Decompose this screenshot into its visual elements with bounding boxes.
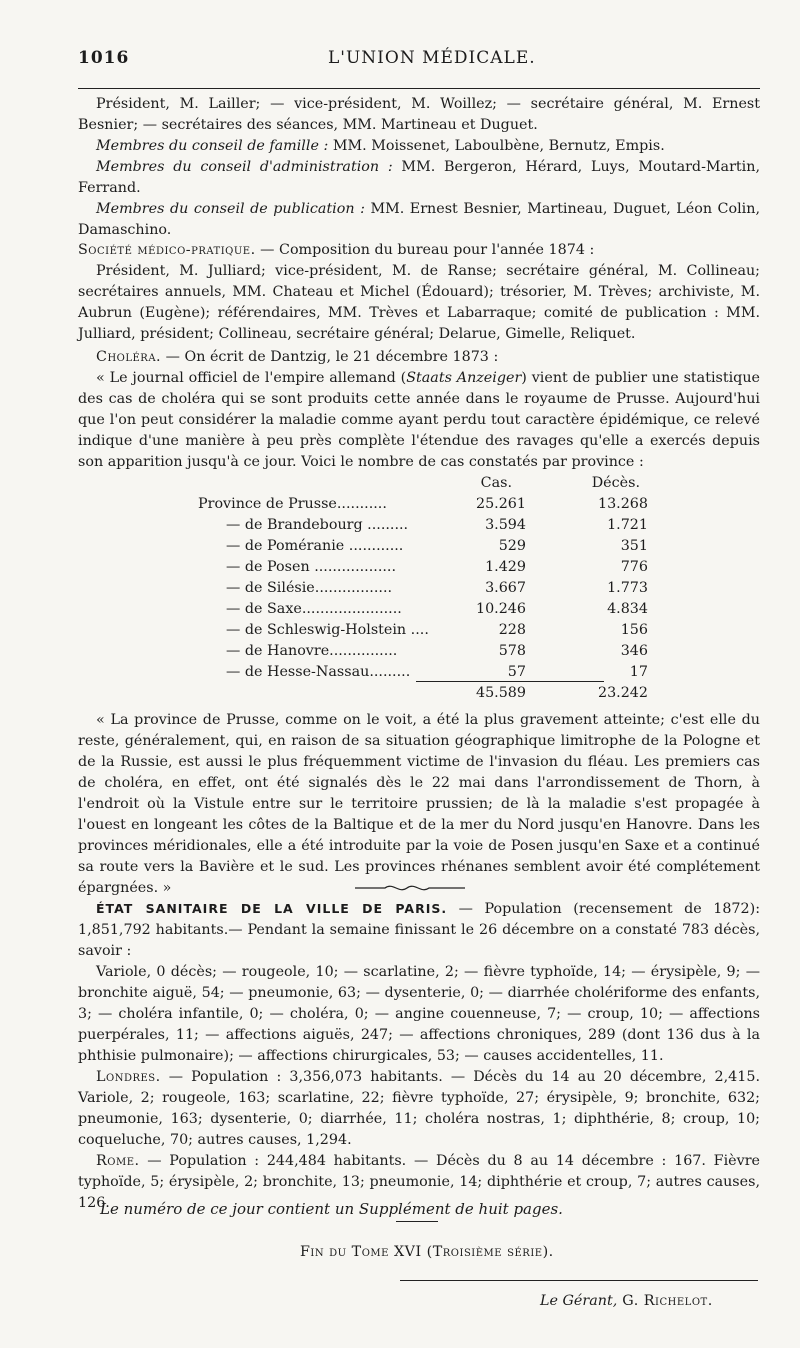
- etat-sanitaire-details: Variole, 0 décès; — rougeole, 10; — scarlatine, 2; — fièvre typhoïde, 14; — érysipèle, 9; — bronchite aiguë, 54; — pneumonie, 63; — dysenterie, 0; — diarrhée cholériforme des enfants, 3; — choléra infantile, 0; — choléra, 0; — angine couenneuse, 7; — croup, 10; — affections puerpérales, 11; — affections aiguës, 247; — affections chroniques, 289 (dont 136 dus à la phthisie pulmonaire); — affections chirurgicales, 53; — causes accidentelles, 11.: [78, 964, 760, 1064]
- province-name: Province de Prusse...........: [198, 496, 387, 512]
- deces-value: 776: [620, 559, 648, 575]
- header-rule: [78, 88, 760, 89]
- cholera-quote-1: [78, 368, 760, 473]
- province-name: — de Schleswig-Holstein ....: [226, 622, 429, 638]
- deces-value: 1.721: [607, 517, 648, 533]
- smp-body: Président, M. Julliard; vice-président, M. de Ranse; secrétaire général, M. Collineau; secrétaires annuels, MM. Chateau et Michel (Édouard); trésorier, M. Trèves; archiviste, M. Aubrun (Eugène); référendaires, MM. Trèves et Labarraque; comité de publication : MM. Julliard, président; Collineau, secrétaire général; Delarue, Gimelle, Reliquet.: [78, 263, 760, 342]
- province-name: — de Brandebourg .........: [226, 517, 409, 533]
- province-name: — de Poméranie ............: [226, 538, 404, 554]
- gerant-signature: [540, 1293, 713, 1309]
- staats-anzeiger: Staats Anzeiger: [406, 370, 522, 386]
- etat-sanitaire-heading: [78, 898, 760, 962]
- cholera-intro: — On écrit de Dantzig, le 21 décembre 1873 :: [161, 349, 499, 365]
- table-row: [78, 494, 760, 515]
- rome-title: Rome.: [96, 1153, 140, 1169]
- rome-text: — Population : 244,484 habitants. — Décès du 8 au 14 décembre : 167. Fièvre typhoïde, 5; érysipèle, 2; bronchite, 13; pneumonie, 14; diphthérie et croup, 7; autres causes, 126.: [78, 1153, 760, 1211]
- conseil-administration-label: Membres du conseil d'administration :: [96, 159, 393, 175]
- running-title: L'UNION MÉDICALE.: [328, 48, 536, 68]
- conseil-publication-members: MM. Ernest Besnier, Martineau, Duguet, Léon Colin, Damaschino.: [78, 201, 761, 238]
- smp-title: Société médico-pratique.: [78, 242, 256, 258]
- total-row: [78, 683, 760, 704]
- etat-sanitaire-intro: — Population (recensement de 1872): 1,851,792 habitants.— Pendant la semaine finissant le 26 décembre on a constaté 783 décès, savoir :: [78, 901, 761, 959]
- deces-value: 1.773: [607, 580, 648, 596]
- cas-value: 3.594: [485, 517, 526, 533]
- table-row: [78, 641, 760, 662]
- total-deces: 23.242: [597, 685, 648, 701]
- deces-value: 351: [620, 538, 648, 554]
- cas-value: 529: [498, 538, 526, 554]
- societe-medico-pratique-section: [78, 240, 760, 345]
- table-header: [78, 473, 760, 494]
- cholera-title: Choléra.: [96, 349, 162, 365]
- table-row: [78, 557, 760, 578]
- short-rule: [396, 1221, 438, 1222]
- province-name: — de Silésie.................: [226, 580, 393, 596]
- deces-value: 156: [620, 622, 648, 638]
- londres-paragraph: [78, 1067, 760, 1151]
- table-body: [78, 494, 760, 683]
- col-cas-header: Cas.: [480, 475, 512, 491]
- cas-value: 228: [498, 622, 526, 638]
- ornament-divider: [355, 882, 465, 894]
- londres-text: — Population : 3,356,073 habitants. — Décès du 14 au 20 décembre, 2,415. Variole, 2; rougeole, 163; scarlatine, 22; fièvre typhoïde, 27; érysipèle, 9; bronchite, 632; pneumonie, 163; dysenterie, 0; diarrhée, 11; choléra nostras, 1; diphthérie, 8; croup, 10; coqueluche, 70; autres causes, 1,294.: [78, 1069, 760, 1148]
- cholera-table: [78, 473, 760, 683]
- etat-sanitaire-section: [78, 898, 760, 1214]
- conseil-publication: [78, 199, 760, 241]
- table-row: [78, 536, 760, 557]
- deces-value: 13.268: [597, 496, 648, 512]
- supplement-note: Le numéro de ce jour contient un Supplément de huit pages.: [100, 1200, 563, 1218]
- cas-value: 3.667: [485, 580, 526, 596]
- cholera-heading: [78, 347, 760, 368]
- etat-sanitaire-title: ÉTAT SANITAIRE DE LA VILLE DE PARIS.: [96, 901, 448, 916]
- conseil-famille-members: MM. Moissenet, Laboulbène, Bernutz, Empis.: [328, 138, 665, 154]
- province-name: — de Posen ..................: [226, 559, 396, 575]
- cas-value: 25.261: [475, 496, 526, 512]
- smp-intro: — Composition du bureau pour l'année 1874 :: [255, 242, 595, 258]
- province-name: — de Hesse-Nassau.........: [226, 664, 411, 680]
- gerant-name: G. Richelot.: [617, 1293, 713, 1309]
- cholera-section: [78, 347, 760, 473]
- table-total: [78, 683, 760, 704]
- province-name: — de Hanovre...............: [226, 643, 398, 659]
- table-row: [78, 578, 760, 599]
- total-rule: [416, 681, 604, 682]
- deces-value: 17: [629, 664, 648, 680]
- col-deces-header: Décès.: [591, 475, 640, 491]
- table-row: [78, 620, 760, 641]
- cholera-quote-1-end: ) vient de publier une statistique des cas de choléra qui se sont produits cette année dans le royaume de Prusse. Aujourd'hui que l'on peut considérer la maladie comme ayant perdu tout caractère épidémique, ce relevé indique d'une manière à peu près complète l'étendue des ravages qu'elle a exercés depuis son apparition jusqu'à ce jour. Voici le nombre de cas constatés par province :: [78, 370, 760, 470]
- page-number: 1016: [78, 48, 130, 68]
- cholera-quote-1-start: « Le journal officiel de l'empire allemand (: [96, 370, 407, 386]
- fin-du-tome: Fin du Tome XVI (Troisième série).: [300, 1244, 554, 1260]
- conseil-publication-label: Membres du conseil de publication :: [96, 201, 365, 217]
- londres-title: Londres.: [96, 1069, 161, 1085]
- table-row: [78, 599, 760, 620]
- conseil-famille-label: Membres du conseil de famille :: [96, 138, 329, 154]
- conseil-administration: [78, 157, 760, 199]
- cas-value: 578: [498, 643, 526, 659]
- page-header: [78, 48, 760, 72]
- cas-value: 10.246: [475, 601, 526, 617]
- cholera-quote-2: « La province de Prusse, comme on le voit, a été la plus gravement atteinte; c'est elle du reste, généralement, qui, en raison de sa situation géographique limitrophe de la Pologne et de la Russie, est aussi le plus fréquemment victime de l'invasion du fléau. Les premiers cas de choléra, en effet, ont été signalés dès le 22 mai dans l'arrondissement de Thorn, à l'endroit où la Vistule entre sur le territoire prussien; de là la maladie s'est propagée à l'ouest en longeant les côtes de la Baltique et de la mer du Nord jusqu'en Hanovre. Dans les provinces méridionales, elle a été introduite par la voie de Posen jusqu'en Saxe et a continué sa route vers la Bavière et le sud. Les provinces rhénanes semblent avoir été complétement épargnées. »: [78, 712, 760, 896]
- gerant-label: Le Gérant,: [540, 1293, 618, 1309]
- signature-rule: [400, 1280, 758, 1281]
- bureau-paragraph: Président, M. Lailler; — vice-président, M. Woillez; — secrétaire général, M. Ernest Besnier; — secrétaires des séances, MM. Martineau et Duguet.: [78, 96, 760, 133]
- smp-heading: [78, 240, 760, 261]
- deces-value: 4.834: [607, 601, 648, 617]
- deces-value: 346: [620, 643, 648, 659]
- societe-bureau-section: [78, 94, 760, 241]
- cas-value: 57: [507, 664, 526, 680]
- cas-value: 1.429: [485, 559, 526, 575]
- table-row: [78, 515, 760, 536]
- cholera-conclusion: [78, 710, 760, 899]
- total-cas: 45.589: [475, 685, 526, 701]
- province-name: — de Saxe......................: [226, 601, 402, 617]
- table-row: [78, 662, 760, 683]
- conseil-administration-members: MM. Bergeron, Hérard, Luys, Moutard-Martin, Ferrand.: [78, 159, 760, 196]
- conseil-famille: [78, 136, 760, 157]
